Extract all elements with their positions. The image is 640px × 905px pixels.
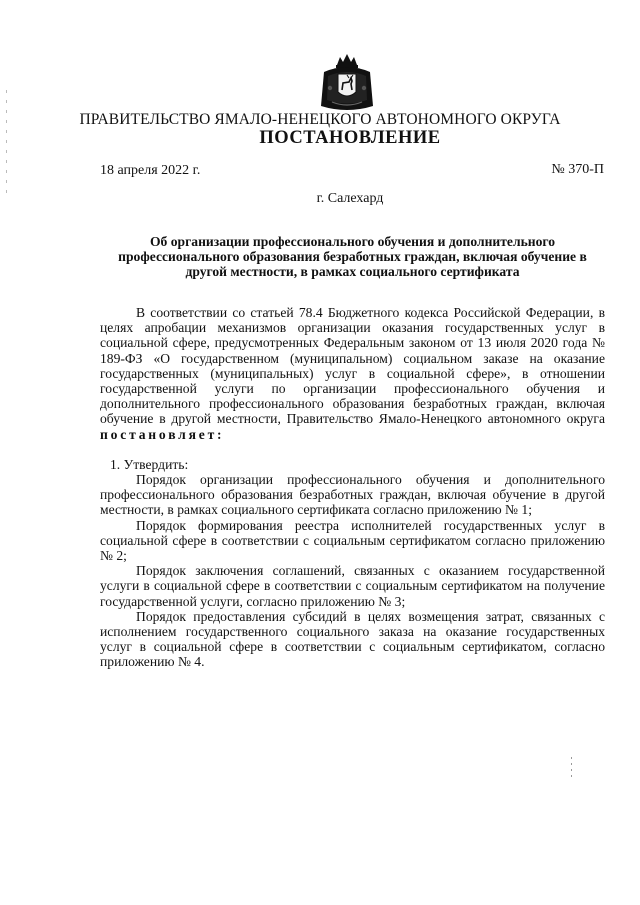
subitem-4: Порядок предоставления субсидий в целях возмещения затрат, связанных с исполнением государственного социального заказа на оказание государственных услуг в социальной сфере в соответствии с социальным сертификатом, согласно приложению № 4. xyxy=(100,608,605,670)
yamal-nenets-coat-of-arms-icon xyxy=(318,52,376,114)
document-heading: Об организации профессионального обучения и дополнительного профессионального образования безработных граждан, включая обучение в другой местности, в рамках социального сертификата xyxy=(118,234,587,280)
government-title: ПРАВИТЕЛЬСТВО ЯМАЛО-НЕНЕЦКОГО АВТОНОМНОГО ОКРУГА xyxy=(79,111,561,128)
document-body xyxy=(100,305,605,670)
subitem-3: Порядок заключения соглашений, связанных с оказанием государственной услуги в социальной сфере в соответствии с социальным сертификатом на получение государственной услуги, согласно приложению № 3; xyxy=(100,563,605,609)
document-date: 18 апреля 2022 г. xyxy=(100,163,201,178)
intro-paragraph xyxy=(100,305,605,442)
coat-of-arms-icon xyxy=(318,52,376,114)
document-number: № 370-П xyxy=(551,162,604,177)
resolves-text: постановляет: xyxy=(100,426,225,442)
item-1-heading: 1. Утвердить: xyxy=(110,456,189,472)
subitem-1: Порядок организации профессионального обучения и дополнительного профессионального образования безработных граждан, включая обучение в другой местности, в рамках социального сертификата согласно приложению № 1; xyxy=(100,472,605,518)
document-city: г. Салехард xyxy=(316,191,384,206)
scan-marks-bottom xyxy=(571,757,573,777)
intro-text: В соответствии со статьей 78.4 Бюджетного кодекса Российской Федерации, в целях апробации механизмов организации оказания государственных услуг в социальной сфере, предусмотренных Федеральным законом от 13 июля 2020 года № 189-ФЗ «О государственном (муниципальном) социальном заказе на оказание государственных (муниципальных) услуг в социальной сфере», в отношении государственной услуги по организации профессионального обучения и дополнительного профессионального образования безработных граждан, включая обучение в другой местности, Правительство Ямало-Ненецкого автономного округа xyxy=(100,305,605,427)
document-type: ПОСТАНОВЛЕНИЕ xyxy=(259,128,441,148)
subitem-2: Порядок формирования реестра исполнителей государственных услуг в социальной сфере в соответствии с социальным сертификатом согласно приложению № 2; xyxy=(100,517,605,564)
